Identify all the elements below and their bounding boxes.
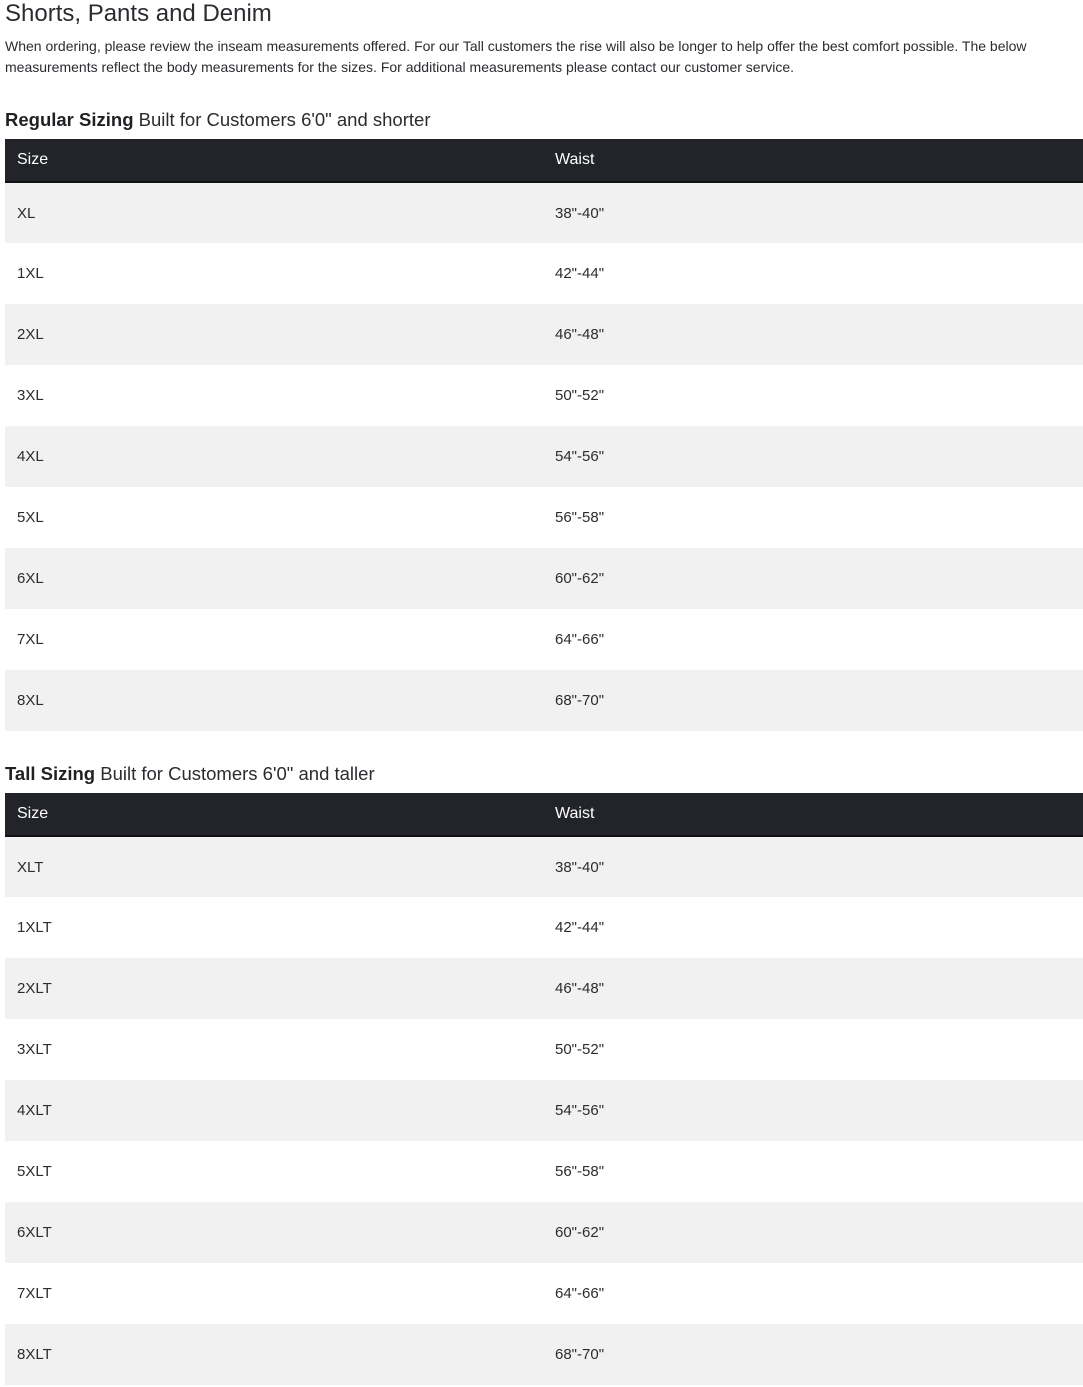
waist-cell: 68"-70" <box>555 1346 605 1363</box>
table-row <box>5 548 1083 609</box>
table-row <box>5 958 1083 1019</box>
size-cell: 3XLT <box>17 1041 52 1058</box>
tall-table-body <box>5 836 1083 1385</box>
table-row <box>5 304 1083 365</box>
tall-sizing-subtitle: Built for Customers 6'0" and taller <box>95 763 375 784</box>
size-cell: 2XLT <box>17 980 52 997</box>
size-cell: 6XLT <box>17 1224 52 1241</box>
size-cell: 5XL <box>17 509 44 526</box>
size-cell: 7XL <box>17 631 44 648</box>
size-cell: 8XLT <box>17 1346 52 1363</box>
size-cell: 4XLT <box>17 1102 52 1119</box>
size-cell: 1XLT <box>17 919 52 936</box>
waist-cell: 54"-56" <box>555 448 605 465</box>
waist-cell: 56"-58" <box>555 1163 605 1180</box>
table-row <box>5 897 1083 958</box>
waist-cell: 50"-52" <box>555 1041 605 1058</box>
waist-cell: 56"-58" <box>555 509 605 526</box>
table-row <box>5 609 1083 670</box>
waist-cell: 68"-70" <box>555 692 605 709</box>
table-header-row <box>5 139 1083 182</box>
table-row <box>5 182 1083 243</box>
waist-cell: 60"-62" <box>555 570 605 587</box>
waist-cell: 50"-52" <box>555 387 605 404</box>
tall-size-table <box>5 793 1083 1385</box>
table-row <box>5 365 1083 426</box>
waist-cell: 54"-56" <box>555 1102 605 1119</box>
waist-cell: 64"-66" <box>555 1285 605 1302</box>
waist-cell: 38"-40" <box>555 858 605 876</box>
waist-cell: 46"-48" <box>555 326 605 343</box>
regular-table-body <box>5 182 1083 731</box>
table-row <box>5 1080 1083 1141</box>
size-cell: 6XL <box>17 570 44 587</box>
table-row <box>5 487 1083 548</box>
tall-sizing-title: Tall Sizing <box>5 763 96 784</box>
size-cell: 1XL <box>17 265 44 282</box>
table-row <box>5 1019 1083 1080</box>
waist-cell: 60"-62" <box>555 1224 605 1241</box>
waist-cell: 38"-40" <box>555 204 605 222</box>
waist-cell: 42"-44" <box>555 919 605 936</box>
size-cell: 7XLT <box>17 1285 52 1302</box>
regular-size-table <box>5 139 1083 731</box>
regular-sizing-title: Regular Sizing <box>5 109 134 130</box>
size-cell: XL <box>17 204 36 222</box>
column-header-size: Size <box>5 139 543 182</box>
size-cell: 4XL <box>17 448 44 465</box>
waist-cell: 42"-44" <box>555 265 605 282</box>
column-header-size: Size <box>5 793 543 836</box>
size-cell: 8XL <box>17 692 44 709</box>
table-row <box>5 243 1083 304</box>
table-row <box>5 836 1083 897</box>
waist-cell: 64"-66" <box>555 631 605 648</box>
table-row <box>5 1141 1083 1202</box>
size-cell: 5XLT <box>17 1163 52 1180</box>
waist-cell: 46"-48" <box>555 980 605 997</box>
table-header-row <box>5 793 1083 836</box>
size-cell: XLT <box>17 858 44 876</box>
table-row <box>5 1202 1083 1263</box>
intro-paragraph: When ordering, please review the inseam measurements offered. For our Tall customers the rise will also be longer to help offer the best comfort possible. The below measurements reflect the body measurements for the sizes. For additional measurements please contact our customer service. <box>5 38 1027 75</box>
regular-sizing-subtitle: Built for Customers 6'0" and shorter <box>133 109 431 130</box>
table-row <box>5 426 1083 487</box>
table-row <box>5 1324 1083 1385</box>
size-cell: 2XL <box>17 326 44 343</box>
regular-sizing-heading <box>5 108 430 132</box>
column-header-waist: Waist <box>543 139 1083 182</box>
page-title: Shorts, Pants and Denim <box>5 0 272 27</box>
table-row <box>5 670 1083 731</box>
size-cell: 3XL <box>17 387 44 404</box>
table-row <box>5 1263 1083 1324</box>
column-header-waist: Waist <box>543 793 1083 836</box>
tall-sizing-heading <box>5 762 375 786</box>
